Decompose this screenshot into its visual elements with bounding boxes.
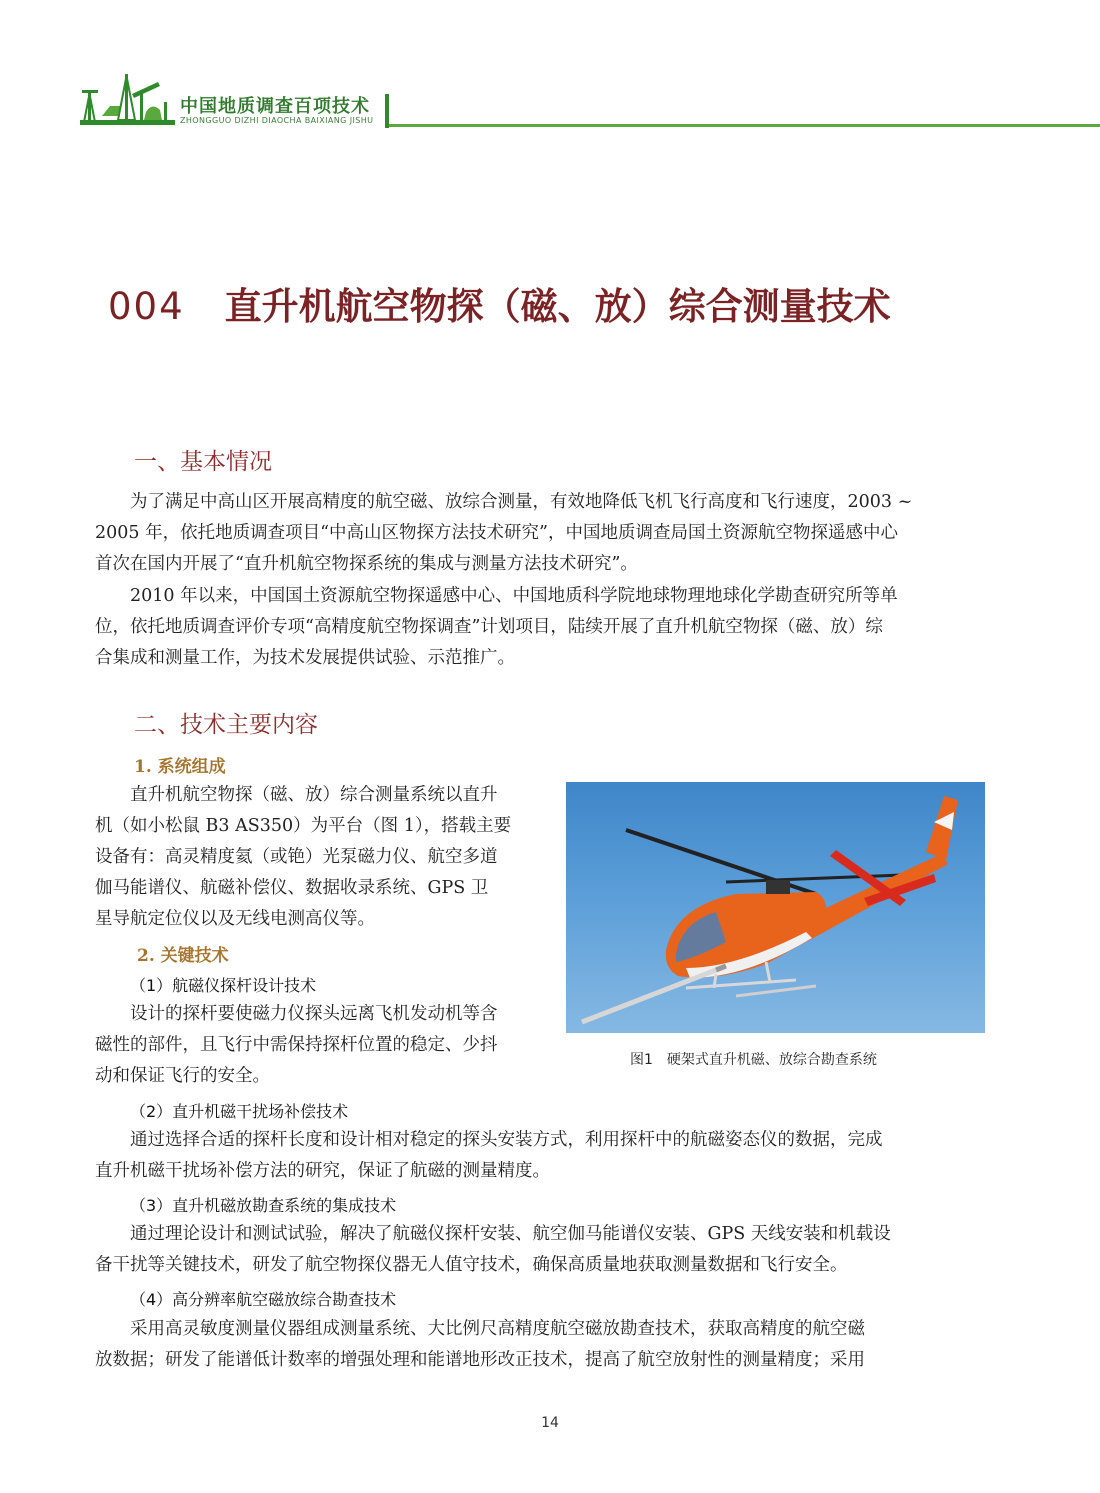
brand-subtitle: ZHONGGUO DIZHI DIAOCHA BAIXIANG JISHU xyxy=(180,116,374,125)
item-heading-2: （2）直升机磁干扰场补偿技术 xyxy=(130,1102,349,1121)
running-header xyxy=(80,72,1100,132)
paragraph-intro-2 xyxy=(95,581,985,674)
item-heading-3: （3）直升机磁放勘查系统的集成技术 xyxy=(130,1196,397,1215)
oil-pump-logo-icon xyxy=(80,72,175,128)
text-line: 2005 年，依托地质调查项目“中高山区物探方法技术研究”，中国地质调查局国土资源航空物探遥感中心 xyxy=(95,523,898,543)
subheading-system: 1. 系统组成 xyxy=(134,757,226,777)
page-number: 14 xyxy=(541,1415,559,1431)
text-line: 首次在国内开展了“直升机航空物探系统的集成与测量方法技术研究”。 xyxy=(95,554,638,574)
subheading-key-tech: 2. 关键技术 xyxy=(137,946,229,966)
paragraph-item-2 xyxy=(95,1125,985,1187)
text-line: 合集成和测量工作，为技术发展提供试验、示范推广。 xyxy=(95,648,515,668)
text-line: 2010 年以来，中国国土资源航空物探遥感中心、中国地质科学院地球物理地球化学勘查研究所等单 xyxy=(130,586,898,606)
text-line: 通过理论设计和测试试验，解决了航磁仪探杆安装、航空伽马能谱仪安装、GPS 天线安装和机载设 xyxy=(130,1224,891,1244)
header-vertical-bar xyxy=(385,94,389,128)
section-heading-basic: 一、基本情况 xyxy=(134,449,272,475)
text-line: 机（如小松鼠 B3 AS350）为平台（图 1），搭载主要 xyxy=(95,816,512,836)
helicopter-photo xyxy=(566,782,985,1033)
text-line: 放数据；研发了能谱低计数率的增强处理和能谱地形改正技术，提高了航空放射性的测量精度；采用 xyxy=(95,1350,865,1370)
paragraph-system xyxy=(95,780,550,935)
brand-title: 中国地质调查百项技术 xyxy=(180,96,370,117)
text-line: 直升机磁干扰场补偿方法的研究，保证了航磁的测量精度。 xyxy=(95,1161,550,1181)
paragraph-intro-1 xyxy=(95,487,985,580)
chapter-number: 004 xyxy=(108,285,185,328)
paragraph-item-1 xyxy=(95,999,550,1092)
figure-caption: 图1 硬架式直升机磁、放综合勘查系统 xyxy=(630,1052,877,1068)
item-heading-1: （1）航磁仪探杆设计技术 xyxy=(130,976,317,995)
paragraph-item-4 xyxy=(95,1314,985,1376)
text-line: 位，依托地质调查评价专项“高精度航空物探调查”计划项目，陆续开展了直升机航空物探（磁、放）综 xyxy=(95,617,883,637)
helicopter-icon xyxy=(566,782,985,1033)
text-line: 设计的探杆要使磁力仪探头远离飞机发动机等含 xyxy=(130,1004,498,1024)
text-line: 直升机航空物探（磁、放）综合测量系统以直升 xyxy=(130,785,498,805)
text-line: 磁性的部件，且飞行中需保持探杆位置的稳定、少抖 xyxy=(95,1035,498,1055)
header-rule xyxy=(389,124,1100,127)
text-line: 通过选择合适的探杆长度和设计相对稳定的探头安装方式，利用探杆中的航磁姿态仪的数据，完成 xyxy=(130,1130,883,1150)
text-line: 星导航定位仪以及无线电测高仪等。 xyxy=(95,909,375,929)
text-line: 动和保证飞行的安全。 xyxy=(95,1066,270,1086)
chapter-title xyxy=(108,276,891,330)
text-line: 备干扰等关键技术，研发了航空物探仪器无人值守技术，确保高质量地获取测量数据和飞行安全。 xyxy=(95,1255,848,1275)
text-line: 设备有：高灵精度氦（或铯）光泵磁力仪、航空多道 xyxy=(95,847,498,867)
text-line: 为了满足中高山区开展高精度的航空磁、放综合测量，有效地降低飞机飞行高度和飞行速度，2003 ~ xyxy=(130,492,913,512)
chapter-title-text: 直升机航空物探（磁、放）综合测量技术 xyxy=(224,285,891,328)
item-heading-4: （4）高分辨率航空磁放综合勘查技术 xyxy=(130,1290,397,1309)
paragraph-item-3 xyxy=(95,1219,985,1281)
text-line: 伽马能谱仪、航磁补偿仪、数据收录系统、GPS 卫 xyxy=(95,878,489,898)
text-line: 采用高灵敏度测量仪器组成测量系统、大比例尺高精度航空磁放勘查技术，获取高精度的航空磁 xyxy=(130,1319,865,1339)
section-heading-content: 二、技术主要内容 xyxy=(134,712,318,738)
